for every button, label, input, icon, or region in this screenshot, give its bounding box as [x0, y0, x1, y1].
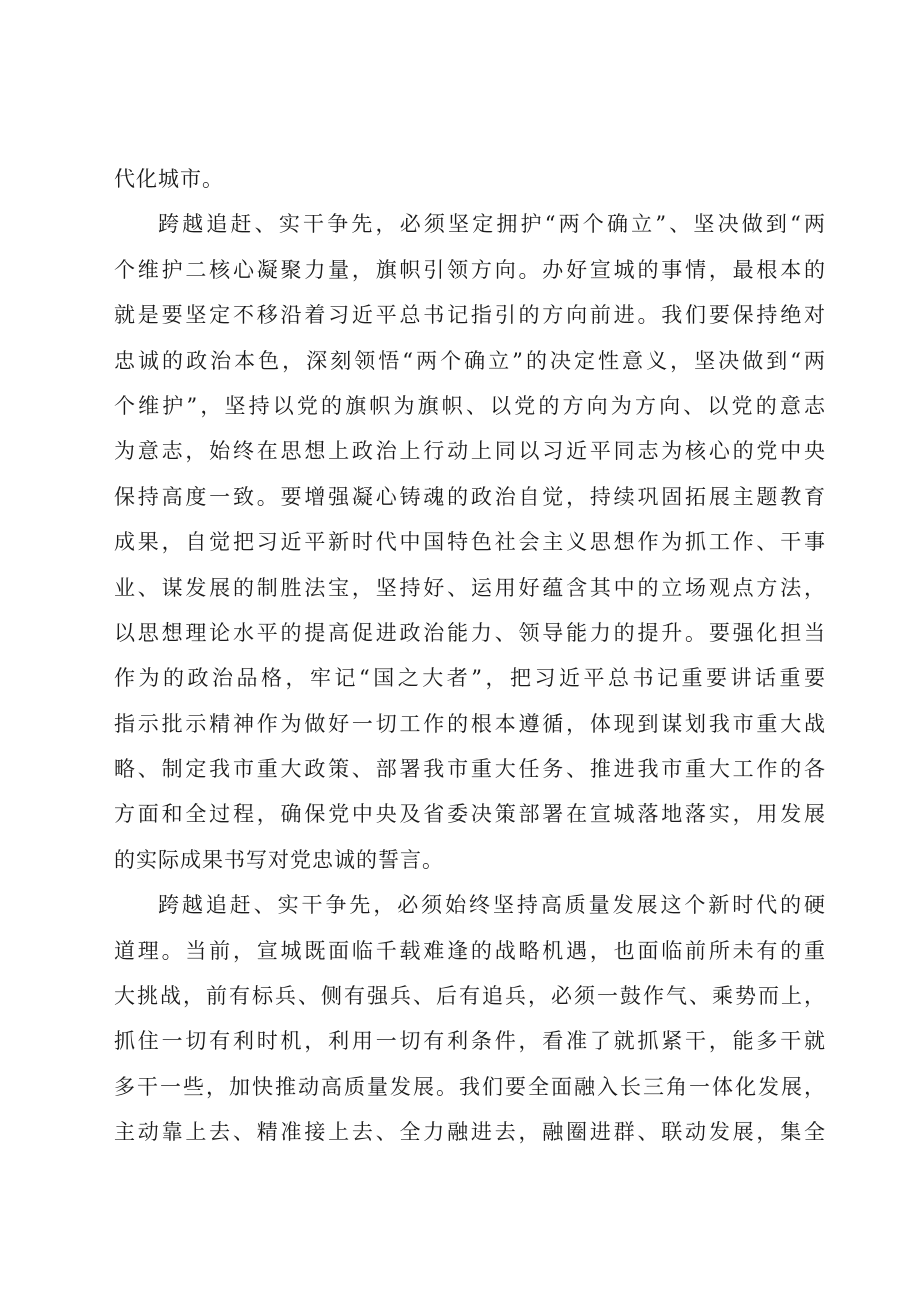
paragraph-last-line: 的实际成果书写对党忠诚的誓言。: [114, 847, 444, 872]
text-line: 业、谋发展的制胜法宝，坚持好、运用好蕴含其中的立场观点方法，: [114, 575, 826, 600]
text-line: 成果，自觉把习近平新时代中国特色社会主义思想作为抓工作、干事: [114, 530, 826, 555]
text-line: 道理。当前，宣城既面临千载难逢的战略机遇，也面临前所未有的重: [114, 938, 826, 963]
text-line: 指示批示精神作为做好一切工作的根本遵循，体现到谋划我市重大战: [114, 711, 826, 736]
paragraph-first-line: 跨越追赶、实干争先，必须始终坚持高质量发展这个新时代的硬: [158, 893, 826, 918]
text-line: 大挑战，前有标兵、侧有强兵、后有追兵，必须一鼓作气、乘势而上，: [114, 984, 826, 1009]
text-line: 忠诚的政治本色，深刻领悟“两个确立”的决定性意义，坚决做到“两: [114, 348, 826, 373]
paragraph-first-line: 跨越追赶、实干争先，必须坚定拥护“两个确立”、坚决做到“两: [158, 212, 826, 237]
text-line: 为意志，始终在思想上政治上行动上同以习近平同志为核心的党中央: [114, 439, 826, 464]
text-line: 方面和全过程，确保党中央及省委决策部署在宣城落地落实，用发展: [114, 802, 826, 827]
text-line: 保持高度一致。要增强凝心铸魂的政治自觉，持续巩固拓展主题教育: [114, 484, 826, 509]
text-line: 就是要坚定不移沿着习近平总书记指引的方向前进。我们要保持绝对: [114, 303, 826, 328]
body-text: [114, 157, 826, 1156]
text-line: 以思想理论水平的提高促进政治能力、领导能力的提升。要强化担当: [114, 620, 826, 645]
text-line: 个维护”，坚持以党的旗帜为旗帜、以党的方向为方向、以党的意志: [114, 393, 826, 418]
text-line: 作为的政治品格，牢记“国之大者”，把习近平总书记重要讲话重要: [114, 666, 826, 691]
text-line: 主动靠上去、精准接上去、全力融进去，融圈进群、联动发展，集全: [114, 1120, 826, 1145]
text-line: 代化城市。: [114, 167, 224, 191]
text-line: 多干一些，加快推动高质量发展。我们要全面融入长三角一体化发展，: [114, 1074, 826, 1099]
text-line: 抓住一切有利时机，利用一切有利条件，看准了就抓紧干，能多干就: [114, 1029, 826, 1054]
text-line: 略、制定我市重大政策、部署我市重大任务、推进我市重大工作的各: [114, 757, 826, 782]
text-line: 个维护二核心凝聚力量，旗帜引领方向。办好宣城的事情，最根本的: [114, 257, 826, 282]
